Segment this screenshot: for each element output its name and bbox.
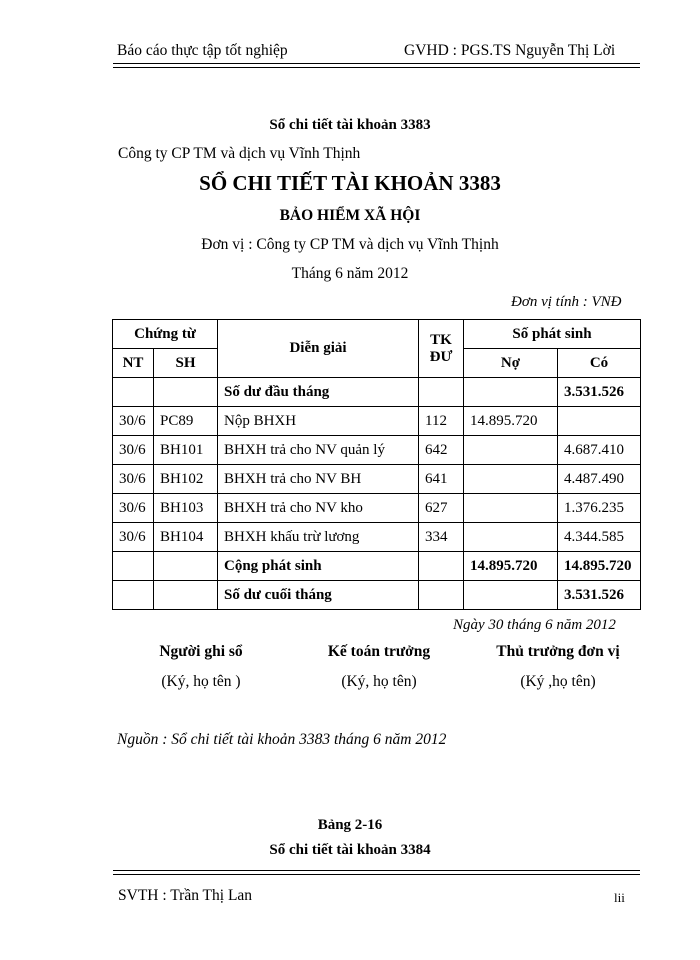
- signature-role: Thủ trưởng đơn vị: [496, 643, 620, 660]
- row-desc: BHXH trả cho NV quản lý: [218, 436, 419, 465]
- row-sh: BH104: [154, 523, 218, 552]
- row-no: 14.895.720: [464, 407, 558, 436]
- col-header-sh: SH: [154, 349, 218, 378]
- row-tk: 334: [419, 523, 464, 552]
- row-tk: 642: [419, 436, 464, 465]
- total-no: 14.895.720: [464, 552, 558, 581]
- row-co: 4.687.410: [558, 436, 641, 465]
- col-header-tk-line1: TK: [430, 331, 452, 348]
- row-nt: 30/6: [113, 465, 154, 494]
- opening-balance-row: [113, 378, 641, 407]
- row-tk: 641: [419, 465, 464, 494]
- col-header-nt: NT: [113, 349, 154, 378]
- row-no: [464, 436, 558, 465]
- signature-role: Kế toán trưởng: [327, 643, 431, 660]
- header-left: Báo cáo thực tập tốt nghiệp: [117, 42, 288, 59]
- header-rule: [113, 63, 640, 68]
- row-desc: BHXH trả cho NV BH: [218, 465, 419, 494]
- row-nt: 30/6: [113, 436, 154, 465]
- col-header-tk: [419, 320, 464, 378]
- company-name: Công ty CP TM và dịch vụ Vĩnh Thịnh: [118, 145, 361, 162]
- row-sh: BH102: [154, 465, 218, 494]
- row-no: [464, 523, 558, 552]
- table-row: [113, 523, 641, 552]
- col-header-tk-line2: ĐƯ: [429, 348, 453, 365]
- col-header-co: Có: [558, 349, 641, 378]
- signature-note: (Ký, họ tên ): [161, 673, 241, 690]
- signature-note: (Ký ,họ tên): [520, 673, 596, 690]
- col-header-sophatsinh: Số phát sinh: [464, 320, 641, 349]
- closing-label: Số dư cuối tháng: [218, 581, 419, 610]
- currency-note: Đơn vị tính : VNĐ: [511, 294, 622, 310]
- row-no: [464, 494, 558, 523]
- header-right: GVHD : PGS.TS Nguyễn Thị Lời: [404, 42, 616, 59]
- signature-note: (Ký, họ tên): [341, 673, 417, 690]
- page-number: lii: [614, 890, 625, 905]
- row-co: 1.376.235: [558, 494, 641, 523]
- signature-role: Người ghi sổ: [159, 643, 243, 660]
- row-tk: 627: [419, 494, 464, 523]
- row-sh: BH103: [154, 494, 218, 523]
- col-header-no: Nợ: [464, 349, 558, 378]
- footer-rule: [113, 870, 640, 875]
- table-row: [113, 436, 641, 465]
- table-row: [113, 494, 641, 523]
- row-co: [558, 407, 641, 436]
- month-line: Tháng 6 năm 2012: [291, 265, 409, 282]
- source-note: Nguồn : Sổ chi tiết tài khoản 3383 tháng 6 năm 2012: [117, 731, 447, 748]
- row-desc: BHXH khấu trừ lương: [218, 523, 419, 552]
- closing-co: 3.531.526: [558, 581, 641, 610]
- row-no: [464, 465, 558, 494]
- date-line: Ngày 30 tháng 6 năm 2012: [453, 617, 616, 633]
- row-co: 4.487.490: [558, 465, 641, 494]
- row-nt: 30/6: [113, 523, 154, 552]
- ledger-table: [112, 319, 641, 610]
- next-table-title: Sổ chi tiết tài khoản 3384: [269, 842, 431, 858]
- footer-left: SVTH : Trần Thị Lan: [118, 887, 253, 904]
- total-row: [113, 552, 641, 581]
- unit-line: Đơn vị : Công ty CP TM và dịch vụ Vĩnh Thịnh: [201, 236, 499, 253]
- row-sh: BH101: [154, 436, 218, 465]
- row-sh: PC89: [154, 407, 218, 436]
- caption-top: Sổ chi tiết tài khoản 3383: [269, 117, 431, 133]
- col-header-chungtu: Chứng từ: [113, 320, 218, 349]
- table-row: [113, 407, 641, 436]
- row-desc: BHXH trả cho NV kho: [218, 494, 419, 523]
- page-title: SỔ CHI TIẾT TÀI KHOẢN 3383: [199, 171, 501, 195]
- closing-balance-row: [113, 581, 641, 610]
- row-co: 4.344.585: [558, 523, 641, 552]
- row-nt: 30/6: [113, 494, 154, 523]
- opening-co: 3.531.526: [558, 378, 641, 407]
- subtitle: BẢO HIỂM XÃ HỘI: [279, 207, 421, 224]
- total-co: 14.895.720: [558, 552, 641, 581]
- col-header-diengiai: Diễn giải: [218, 320, 419, 378]
- row-tk: 112: [419, 407, 464, 436]
- opening-label: Số dư đầu tháng: [218, 378, 419, 407]
- table-row: [113, 465, 641, 494]
- total-label: Cộng phát sinh: [218, 552, 419, 581]
- next-table-label: Bảng 2-16: [317, 817, 383, 833]
- row-nt: 30/6: [113, 407, 154, 436]
- row-desc: Nộp BHXH: [218, 407, 419, 436]
